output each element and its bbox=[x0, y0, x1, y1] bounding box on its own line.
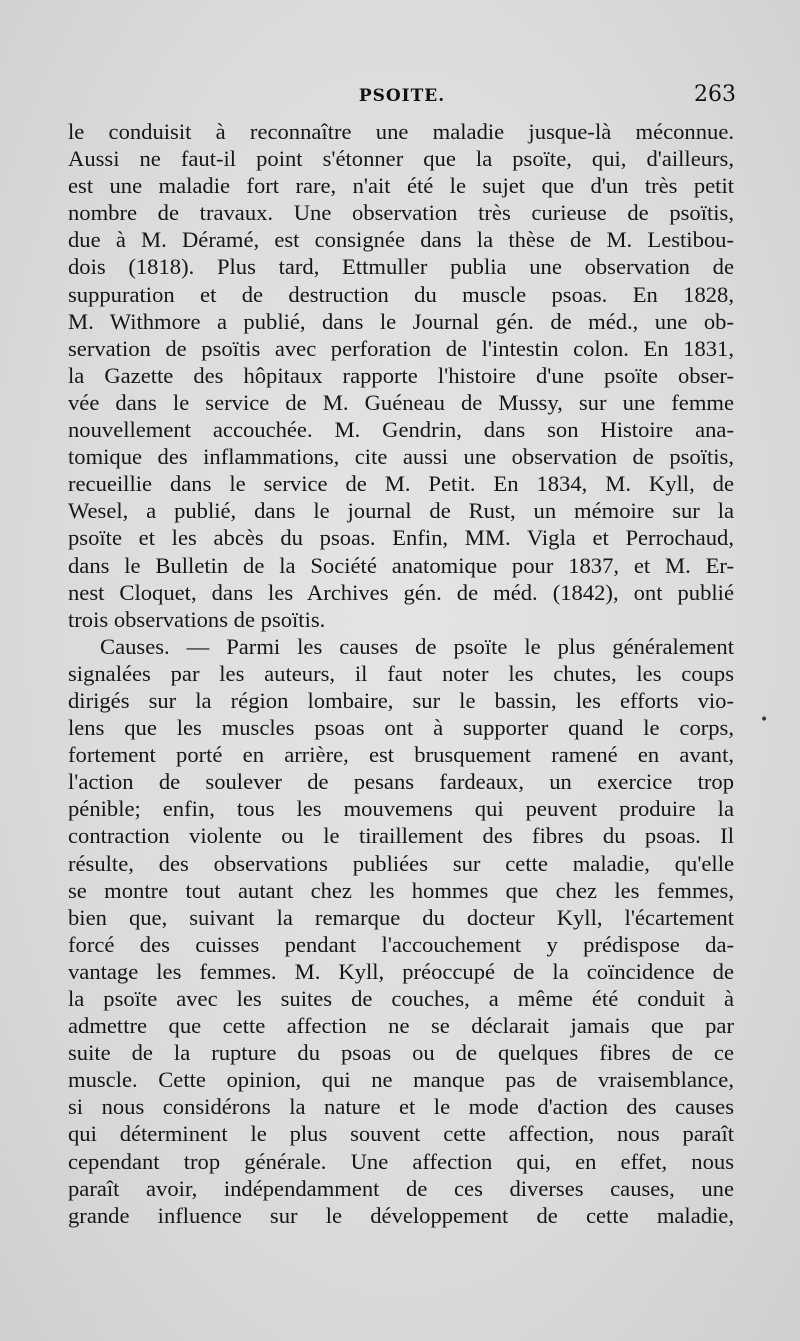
text-line: admettre que cette affection ne se déclarait jamais que par bbox=[68, 1013, 734, 1039]
text-line: dois (1818). Plus tard, Ettmuller publia une observation de bbox=[68, 254, 734, 280]
text-line: nest Cloquet, dans les Archives gén. de méd. (1842), ont publié bbox=[68, 579, 734, 605]
page-number: 263 bbox=[694, 82, 736, 107]
text-line: recueillie dans le service de M. Petit. En 1834, M. Kyll, de bbox=[68, 471, 734, 497]
text-line: Causes. — Parmi les causes de psoïte le plus généralement bbox=[100, 633, 734, 659]
text-line: servation de psoïtis avec perforation de l'intestin colon. En 1831, bbox=[68, 335, 734, 361]
running-head: PSOITE. bbox=[358, 86, 446, 106]
text-line: tomique des inflammations, cite aussi une observation de psoïtis, bbox=[68, 444, 734, 470]
text-line: bien que, suivant la remarque du docteur Kyll, l'écartement bbox=[68, 904, 734, 930]
text-line: résulte, des observations publiées sur cette maladie, qu'elle bbox=[68, 850, 734, 876]
page-header bbox=[68, 82, 736, 112]
text-line: le conduisit à reconnaître une maladie jusque-là méconnue. bbox=[68, 119, 734, 144]
text-line: Wesel, a publié, dans le journal de Rust, un mémoire sur la bbox=[68, 498, 734, 524]
text-line: forcé des cuisses pendant l'accouchement y prédispose da- bbox=[68, 931, 734, 957]
body-text bbox=[68, 118, 734, 1229]
text-line: signalées par les auteurs, il faut noter les chutes, les coups bbox=[68, 660, 734, 686]
text-line: l'action de soulever de pesans fardeaux, un exercice trop bbox=[68, 769, 734, 795]
text-line: cependant trop générale. Une affection qui, en effet, nous bbox=[68, 1148, 734, 1174]
text-line: muscle. Cette opinion, qui ne manque pas de vraisemblance, bbox=[68, 1067, 734, 1093]
text-line: dirigés sur la région lombaire, sur le bassin, les efforts vio- bbox=[68, 687, 734, 713]
text-line: Aussi ne faut-il point s'étonner que la psoïte, qui, d'ailleurs, bbox=[68, 146, 734, 172]
text-line: vantage les femmes. M. Kyll, préoccupé de la coïncidence de bbox=[68, 958, 734, 984]
text-line: suppuration et de destruction du muscle psoas. En 1828, bbox=[68, 281, 734, 307]
text-line: la Gazette des hôpitaux rapporte l'histoire d'une psoïte obser- bbox=[68, 362, 734, 388]
text-line: nouvellement accouchée. M. Gendrin, dans son Histoire ana- bbox=[68, 417, 734, 443]
text-line: psoïte et les abcès du psoas. Enfin, MM. Vigla et Perrochaud, bbox=[68, 525, 734, 551]
text-line: se montre tout autant chez les hommes que chez les femmes, bbox=[68, 877, 734, 903]
text-line: si nous considérons la nature et le mode d'action des causes bbox=[68, 1094, 734, 1120]
text-line: trois observations de psoïtis. bbox=[68, 606, 326, 632]
text-line: vée dans le service de M. Guéneau de Mussy, sur une femme bbox=[68, 389, 734, 415]
text-line: due à M. Déramé, est consignée dans la thèse de M. Lestibou- bbox=[68, 227, 734, 253]
text-line: dans le Bulletin de la Société anatomique pour 1837, et M. Er- bbox=[68, 552, 734, 578]
text-line: nombre de travaux. Une observation très curieuse de psoïtis, bbox=[68, 200, 734, 226]
text-line: pénible; enfin, tous les mouvemens qui peuvent produire la bbox=[68, 796, 734, 822]
text-line: contraction violente ou le tiraillement des fibres du psoas. Il bbox=[68, 823, 734, 849]
text-line: lens que les muscles psoas ont à supporter quand le corps, bbox=[68, 715, 734, 741]
text-line: la psoïte avec les suites de couches, a même été conduit à bbox=[68, 986, 734, 1011]
text-line: paraît avoir, indépendamment de ces diverses causes, une bbox=[68, 1175, 734, 1201]
margin-mark: • bbox=[760, 712, 769, 728]
text-line: suite de la rupture du psoas ou de quelques fibres de ce bbox=[68, 1040, 734, 1066]
text-line: qui déterminent le plus souvent cette affection, nous paraît bbox=[68, 1121, 734, 1147]
text-line: grande influence sur le développement de cette maladie, bbox=[68, 1202, 734, 1228]
text-line: M. Withmore a publié, dans le Journal gén. de méd., une ob- bbox=[68, 308, 734, 334]
text-line: est une maladie fort rare, n'ait été le sujet que d'un très petit bbox=[68, 173, 734, 199]
text-line: fortement porté en arrière, est brusquement ramené en avant, bbox=[68, 742, 734, 768]
